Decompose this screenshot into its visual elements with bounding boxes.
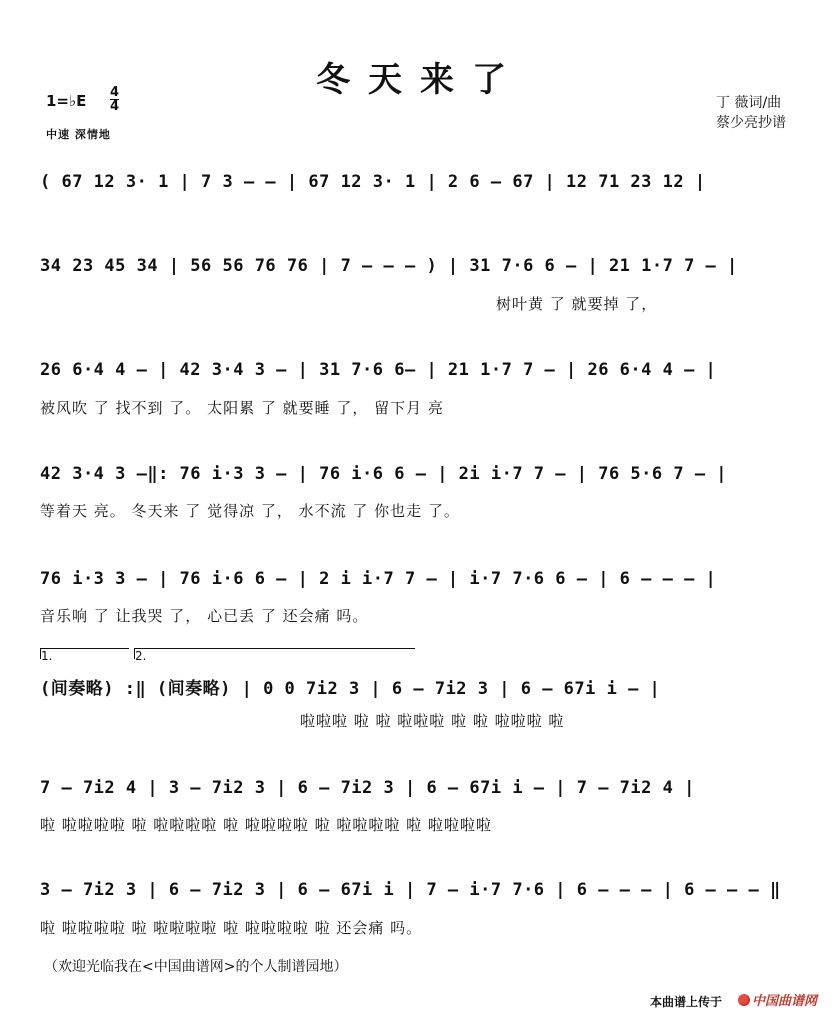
transcriber-credit: 蔡少亮抄谱 [716, 115, 786, 131]
key-signature: 1=♭E [46, 92, 87, 110]
lyric-line-2: 树叶黄 了 就要掉 了， [496, 295, 658, 313]
meter-bottom: 4 [110, 99, 120, 114]
logo-icon [738, 994, 750, 1006]
lyric-line-5: 音乐响 了 让我哭 了， 心已丢 了 还会痛 吗。 [40, 607, 369, 625]
meter-top: 4 [110, 85, 120, 100]
lyric-line-4: 等着天 亮。 冬天来 了 觉得凉 了， 水不流 了 你也走 了。 [40, 502, 460, 520]
lyric-line-3: 被风吹 了 找不到 了。 太阳累 了 就要睡 了， 留下月 亮 [40, 399, 444, 417]
lyric-line-6: 啦啦啦 啦 啦 啦啦啦 啦 啦 啦啦啦 啦 [300, 712, 565, 730]
score-line-1: ( 67 12 3· 1 | 7 3 — — | 67 12 3· 1 | 2 6 — 67 | 12 71 23 12 | [40, 172, 706, 192]
score-line-3: 26 6·4 4 — | 42 3·4 3 — | 31 7·6 6— | 21 1·7 7 — | 26 6·4 4 — | [40, 360, 717, 380]
score-line-4: 42 3·4 3 —‖: 76 i·3 3 — | 76 i·6 6 — | 2i i·7 7 — | 76 5·6 7 — | [40, 464, 728, 484]
lyric-line-7: 啦 啦啦啦啦 啦 啦啦啦啦 啦 啦啦啦啦 啦 啦啦啦啦 啦 啦啦啦啦 [40, 816, 492, 834]
time-signature [110, 86, 119, 113]
upload-note: 本曲谱上传于 [650, 995, 723, 1009]
score-line-5: 76 i·3 3 — | 76 i·6 6 — | 2 i i·7 7 — | i·7 7·6 6 — | 6 — — — | [40, 569, 717, 589]
composer-credit: 丁 薇词/曲 [716, 95, 782, 111]
site-logo [738, 990, 817, 1009]
tempo-marking: 中速 深情地 [46, 128, 111, 141]
score-line-8: 3 — 7i2 3 | 6 — 7i2 3 | 6 — 67i i | 7 — i·7 7·6 | 6 — — — | 6 — — — ‖ [40, 880, 781, 900]
score-line-2: 34 23 45 34 | 56 56 76 76 | 7 — — — ) | 31 7·6 6 — | 21 1·7 7 — | [40, 256, 738, 276]
lyric-line-8: 啦 啦啦啦啦 啦 啦啦啦啦 啦 啦啦啦啦 啦 还会痛 吗。 [40, 919, 423, 937]
volta-second-ending: 2. [134, 648, 415, 659]
score-line-6: (间奏略) :‖ (间奏略) | 0 0 7i2 3 | 6 — 7i2 3 | 6 — 67i i — | [40, 679, 661, 699]
welcome-note: （欢迎光临我在<中国曲谱网>的个人制谱园地） [44, 959, 348, 975]
score-line-7: 7 — 7i2 4 | 3 — 7i2 3 | 6 — 7i2 3 | 6 — 67i i — | 7 — 7i2 4 | [40, 778, 695, 798]
page-title: 冬天来了 [316, 60, 524, 100]
volta-first-ending: 1. [40, 648, 129, 659]
site-logo-text: 中国曲谱网 [752, 994, 818, 1009]
